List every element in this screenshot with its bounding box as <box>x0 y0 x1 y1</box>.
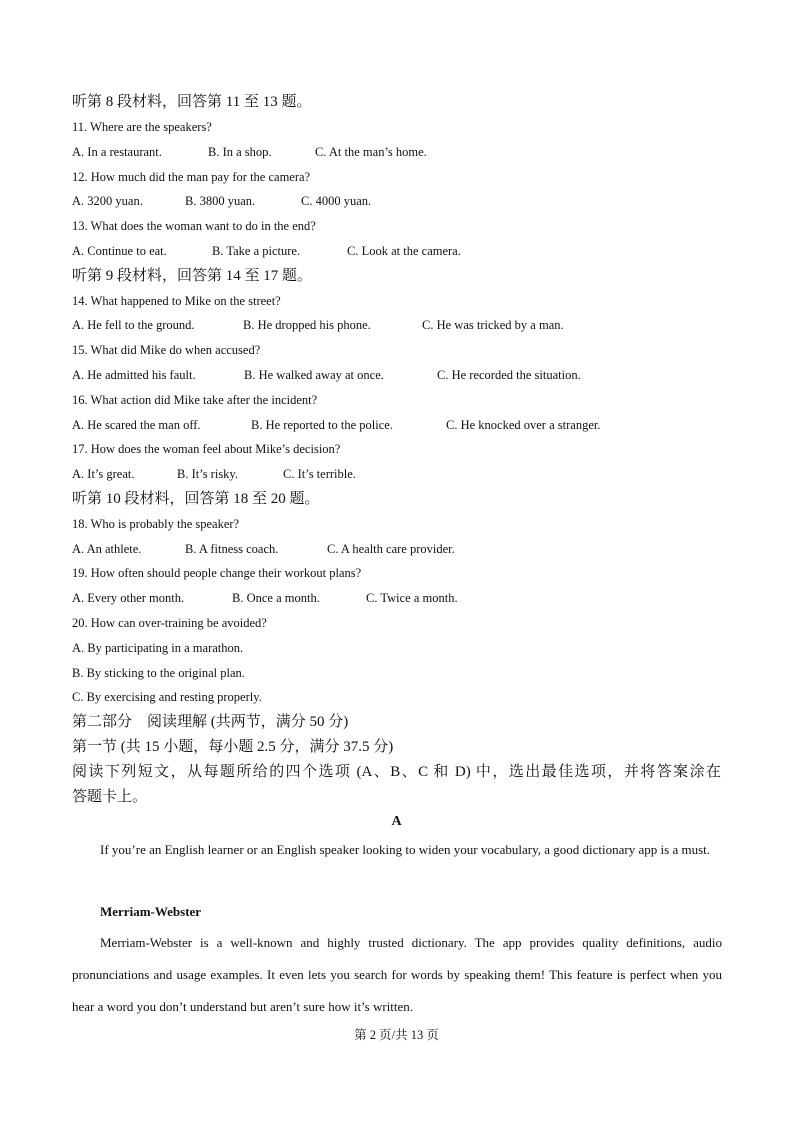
options-13 <box>72 242 461 260</box>
part-two-heading: 第二部分 阅读理解 (共两节，满分 50 分) <box>72 714 349 730</box>
options-14 <box>72 316 564 334</box>
option-c: C. He recorded the situation. <box>437 368 581 382</box>
option-a: A. An athlete. <box>72 542 142 556</box>
question-11: 11. Where are the speakers? <box>72 120 212 134</box>
section-one-heading: 第一节 (共 15 小题，每小题 2.5 分，满分 37.5 分) <box>72 739 394 755</box>
option-b: B. 3800 yuan. <box>185 194 256 208</box>
app-title: Merriam-Webster <box>100 904 202 919</box>
instruction-line-1: 阅读下列短文，从每题所给的四个选项 (A、B、C 和 D) 中，选出最佳选项，并将答案涂在 <box>72 764 721 780</box>
question-13: 13. What does the woman want to do in the end? <box>72 219 316 233</box>
options-17 <box>72 465 356 483</box>
option-c: C. Twice a month. <box>366 591 458 605</box>
option-a: A. He admitted his fault. <box>72 368 196 382</box>
option-c: C. He was tricked by a man. <box>422 318 564 332</box>
option-20-c: C. By exercising and resting properly. <box>72 690 262 704</box>
question-18: 18. Who is probably the speaker? <box>72 517 240 531</box>
app-description: Merriam-Webster is a well-known and highly trusted dictionary. The app provides quality definitions, audio pronunciations and usage examples. It even lets you search for words by speaking them! This feature is perfect when you hear a word you don’t understand but aren’t sure how it’s written. <box>72 935 722 1014</box>
option-a: A. Continue to eat. <box>72 244 167 258</box>
question-20: 20. How can over-training be avoided? <box>72 616 267 630</box>
page-footer: 第 2 页/共 13 页 <box>354 1028 439 1042</box>
options-15 <box>72 366 581 384</box>
option-c: C. Look at the camera. <box>347 244 461 258</box>
option-c: C. He knocked over a stranger. <box>446 418 601 432</box>
option-c: C. At the man’s home. <box>315 145 427 159</box>
option-b: B. He walked away at once. <box>244 368 384 382</box>
question-15: 15. What did Mike do when accused? <box>72 343 261 357</box>
question-14: 14. What happened to Mike on the street? <box>72 294 281 308</box>
option-20-a: A. By participating in a marathon. <box>72 641 244 655</box>
option-c: C. A health care provider. <box>327 542 455 556</box>
question-19: 19. How often should people change their workout plans? <box>72 566 362 580</box>
option-b: B. It’s risky. <box>177 467 238 481</box>
question-16: 16. What action did Mike take after the incident? <box>72 393 318 407</box>
option-c: C. It’s terrible. <box>283 467 356 481</box>
passage-label: A <box>391 814 402 829</box>
option-b: B. Take a picture. <box>212 244 301 258</box>
options-19 <box>72 589 458 607</box>
option-c: C. 4000 yuan. <box>301 194 372 208</box>
option-a: A. Every other month. <box>72 591 185 605</box>
option-a: A. He fell to the ground. <box>72 318 195 332</box>
options-18 <box>72 540 455 558</box>
option-a: A. He scared the man off. <box>72 418 201 432</box>
option-b: B. A fitness coach. <box>185 542 279 556</box>
options-12 <box>72 192 371 210</box>
section-heading-8: 听第 8 段材料，回答第 11 至 13 题。 <box>72 94 312 110</box>
option-20-b: B. By sticking to the original plan. <box>72 666 245 680</box>
option-b: B. In a shop. <box>208 145 272 159</box>
passage-intro: If you’re an English learner or an English speaker looking to widen your vocabulary, a good dictionary app is a must. <box>100 842 710 857</box>
option-a: A. In a restaurant. <box>72 145 162 159</box>
option-a: A. It’s great. <box>72 467 135 481</box>
options-11 <box>72 143 427 161</box>
question-12: 12. How much did the man pay for the camera? <box>72 170 311 184</box>
section-heading-10: 听第 10 段材料，回答第 18 至 20 题。 <box>72 491 320 507</box>
question-17: 17. How does the woman feel about Mike’s decision? <box>72 442 341 456</box>
section-heading-9: 听第 9 段材料，回答第 14 至 17 题。 <box>72 268 313 284</box>
option-b: B. Once a month. <box>232 591 320 605</box>
option-b: B. He dropped his phone. <box>243 318 371 332</box>
instruction-line-2: 答题卡上。 <box>72 789 148 805</box>
option-a: A. 3200 yuan. <box>72 194 143 208</box>
options-16 <box>72 416 600 434</box>
option-b: B. He reported to the police. <box>251 418 393 432</box>
